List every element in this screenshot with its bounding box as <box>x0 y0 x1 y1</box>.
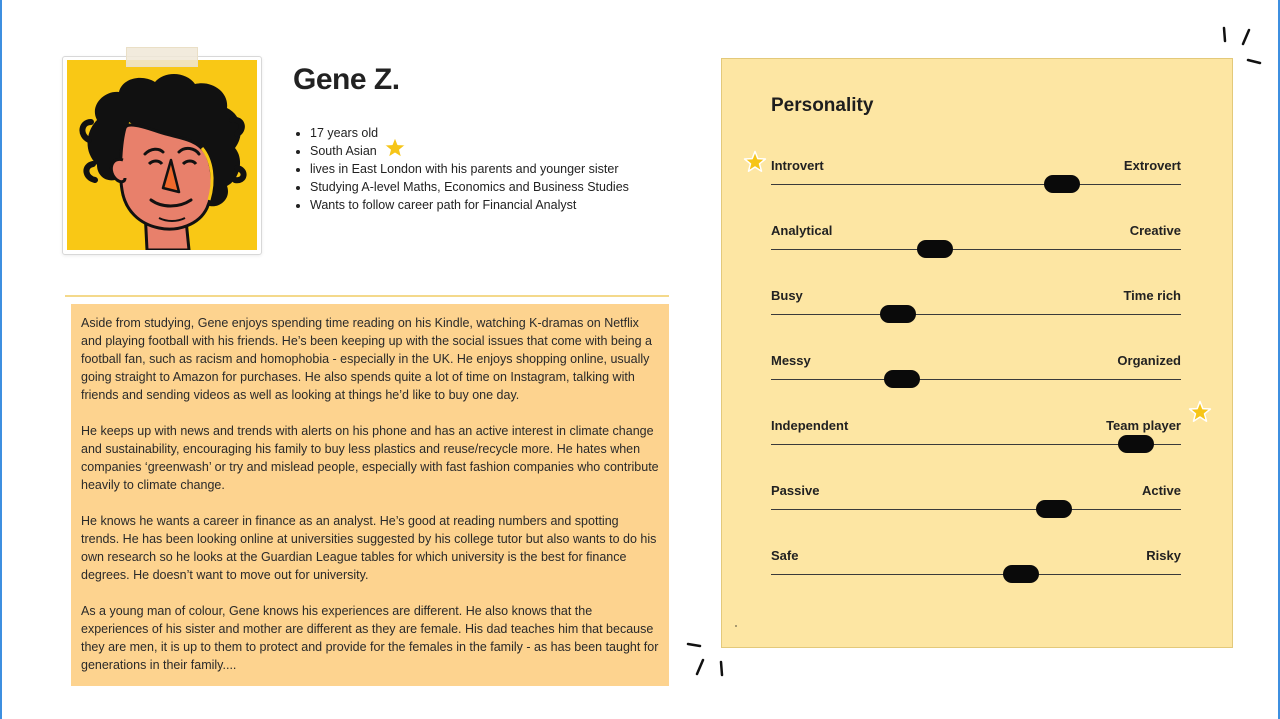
slider-handle[interactable] <box>1044 175 1080 193</box>
fact-item: • lives in East London with his parents and younger sister <box>310 160 629 178</box>
slider-handle[interactable] <box>917 240 953 258</box>
trait-slider-busy-timerich[interactable] <box>771 288 1181 328</box>
trait-left-label: Introvert <box>771 158 824 173</box>
trait-left-label: Passive <box>771 483 820 498</box>
star-icon <box>1188 400 1212 424</box>
slider-track <box>771 574 1181 575</box>
trait-right-label: Team player <box>1106 418 1181 433</box>
slider-track <box>771 379 1181 380</box>
story-paragraph: Aside from studying, Gene enjoys spending time reading on his Kindle, watching K-dramas on Netflix and playing football with his friends. He’s been keeping up with the social issues that come with being a football fan, such as racism and homophobia - especially in the UK. He enjoys shopping online, usually going straight to Amazon for purchases. He also spends quite a lot of time on Instagram, talking with friends and sending videos as well as looking at things he’d like to buy one day. <box>81 316 652 402</box>
slider-track <box>771 509 1181 510</box>
persona-story <box>71 304 669 686</box>
avatar-illustration-icon <box>67 60 257 250</box>
trait-right-label: Extrovert <box>1123 158 1181 173</box>
trait-slider-introvert-extrovert[interactable] <box>771 158 1181 198</box>
trait-left-label: Analytical <box>771 223 833 238</box>
slider-handle[interactable] <box>1036 500 1072 518</box>
trait-slider-messy-organized[interactable] <box>771 353 1181 393</box>
trait-right-label: Active <box>1141 483 1181 498</box>
trait-left-label: Messy <box>771 353 811 368</box>
fact-item: • South Asian <box>310 142 629 160</box>
slider-track <box>771 314 1181 315</box>
personality-title: Personality <box>771 95 874 116</box>
trait-left-label: Safe <box>771 548 799 563</box>
decorative-dot <box>735 625 737 627</box>
persona-name: Gene Z. <box>293 63 400 96</box>
trait-right-label: Organized <box>1117 353 1181 368</box>
slider-track <box>771 249 1181 250</box>
star-icon <box>743 150 767 174</box>
star-icon <box>382 135 408 161</box>
sparkle-doodle-icon <box>684 636 734 680</box>
trait-slider-independent-teamplayer[interactable] <box>771 418 1181 458</box>
tape-decoration <box>126 47 198 67</box>
trait-slider-passive-active[interactable] <box>771 483 1181 523</box>
story-paragraph: As a young man of colour, Gene knows his experiences are different. He also knows that the experiences of his sister and mother are different as they are female. His dad teaches him that because they are men, it is up to them to protect and provide for the females in the family - as has been taught for generations in their family.... <box>81 604 659 672</box>
avatar <box>67 60 257 250</box>
trait-right-label: Creative <box>1129 223 1181 238</box>
frame-edge-left <box>0 0 2 719</box>
trait-right-label: Risky <box>1146 548 1181 563</box>
story-paragraph: He knows he wants a career in finance as an analyst. He’s good at reading numbers and spotting trends. He has been looking online at universities suggested by his college tutor but also wants to do his own research so he looks at the Guardian League tables for which university is the best for finance degrees. He doesn’t want to move out for university. <box>81 514 657 582</box>
avatar-card <box>62 56 262 255</box>
section-divider <box>65 295 669 297</box>
slider-handle[interactable] <box>1003 565 1039 583</box>
trait-left-label: Busy <box>771 288 803 303</box>
fact-item: • 17 years old <box>310 124 629 142</box>
trait-slider-safe-risky[interactable] <box>771 548 1181 588</box>
fact-item: • Wants to follow career path for Financial Analyst <box>310 196 629 214</box>
persona-facts-list <box>294 124 629 214</box>
trait-left-label: Independent <box>771 418 849 433</box>
slider-handle[interactable] <box>880 305 916 323</box>
trait-slider-analytical-creative[interactable] <box>771 223 1181 263</box>
sparkle-doodle-icon <box>1215 22 1265 68</box>
personality-card <box>721 58 1233 648</box>
fact-item: • Studying A-level Maths, Economics and Business Studies <box>310 178 629 196</box>
slider-handle[interactable] <box>1118 435 1154 453</box>
story-paragraph: He keeps up with news and trends with alerts on his phone and has an active interest in climate change and sustainability, encouraging his family to buy less plastics and reuse/recycle more. He hates when companies ‘greenwash’ or try and mislead people, especially with fast fashion companies who contribute heavily to climate change. <box>81 424 659 492</box>
trait-right-label: Time rich <box>1123 288 1181 303</box>
slider-handle[interactable] <box>884 370 920 388</box>
slider-track <box>771 184 1181 185</box>
